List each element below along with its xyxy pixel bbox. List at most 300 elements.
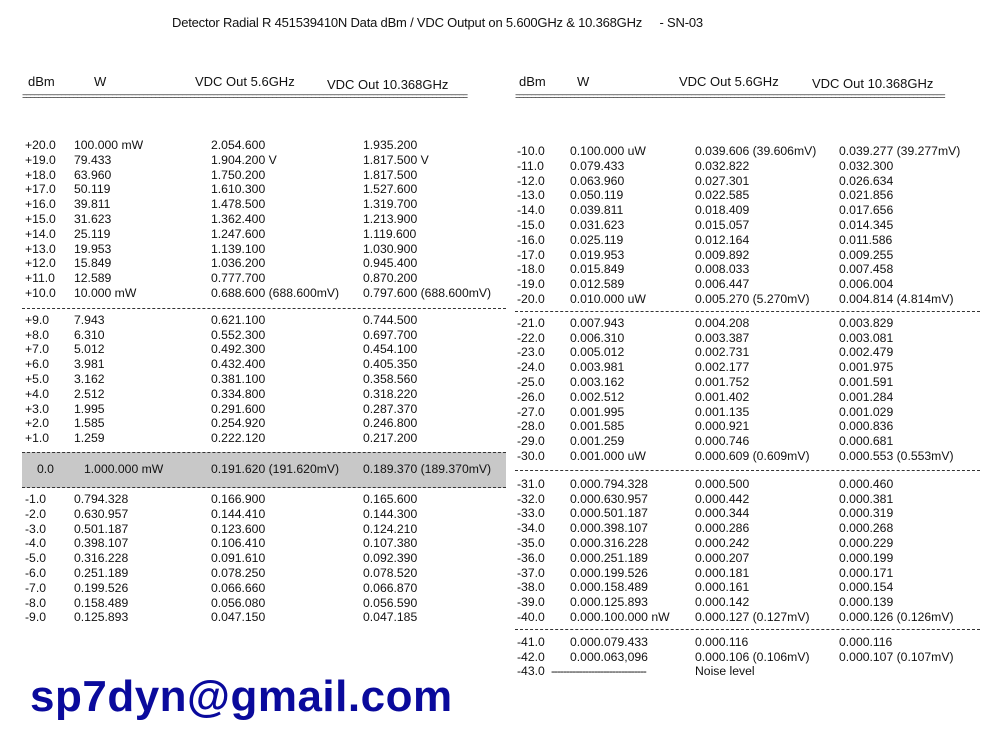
cell-vdc-10-368: 0.246.800	[363, 416, 418, 431]
cell-dbm: -18.0	[517, 262, 545, 277]
cell-vdc-10-368: 0.047.185	[363, 610, 418, 625]
table-row	[515, 292, 980, 307]
cell-vdc-5-6: 0.000.500	[695, 476, 750, 491]
table-row	[515, 360, 980, 375]
table-row	[22, 182, 506, 197]
cell-w: 0.019.953	[570, 247, 625, 262]
table-row	[22, 286, 506, 301]
right-table	[515, 74, 980, 679]
cell-vdc-10-368: 0.014.345	[839, 217, 894, 232]
cell-dbm: -28.0	[517, 419, 545, 434]
table-row	[515, 566, 980, 581]
cell-w: 12.589	[74, 271, 112, 286]
cell-vdc-10-368: 0.144.300	[363, 506, 418, 521]
table-row	[515, 375, 980, 390]
cell-vdc-5-6: 0.106.410	[211, 536, 266, 551]
cell-dbm: -29.0	[517, 434, 545, 449]
table-row	[515, 536, 980, 551]
cell-dbm: +17.0	[25, 182, 56, 197]
cell-vdc-5-6: 0.015.057	[695, 217, 750, 232]
cell-w: 0.501.187	[74, 521, 129, 536]
cell-dbm: -21.0	[517, 315, 545, 330]
left-table	[22, 74, 506, 625]
cell-dbm: -40.0	[517, 609, 545, 624]
table-row	[515, 650, 980, 665]
table-row	[515, 159, 980, 174]
cell-vdc-5-6: 1.750.200	[211, 167, 266, 182]
cell-dbm: -38.0	[517, 580, 545, 595]
reference-row-0dbm	[22, 452, 506, 488]
cell-w: 0.000.398.107	[570, 521, 648, 536]
serial-number: - SN-03	[659, 15, 703, 30]
cell-w: 1.995	[74, 401, 105, 416]
cell-vdc-10-368: 0.744.500	[363, 312, 418, 327]
cell-vdc-10-368: 0.000.139	[839, 595, 894, 610]
cell-dbm: +8.0	[25, 327, 50, 342]
cell-vdc-10-368: 0.002.479	[839, 345, 894, 360]
cell-vdc-10-368: 0.001.591	[839, 374, 894, 389]
cell-dbm: -8.0	[25, 595, 47, 610]
cell-vdc-10-368: 1.319.700	[363, 197, 418, 212]
cell-dbm: -30.0	[517, 448, 545, 463]
cell-vdc-5-6: 0.166.900	[211, 491, 266, 506]
cell-w: 0.002.512	[570, 389, 625, 404]
cell-w: 5.012	[74, 342, 105, 357]
cell-vdc-10-368: 0.000.107 (0.107mV)	[839, 649, 954, 664]
cell-vdc-5-6: 0.091.610	[211, 551, 266, 566]
cell-dbm: -23.0	[517, 345, 545, 360]
cell-dbm: -14.0	[517, 203, 545, 218]
cell-w: 15.849	[74, 256, 112, 271]
cell-dbm: -27.0	[517, 404, 545, 419]
cell-dbm: -12.0	[517, 173, 545, 188]
cell-vdc-10-368: 0.021.856	[839, 188, 894, 203]
cell-vdc-5-6: 0.254.920	[211, 416, 266, 431]
table-row	[22, 387, 506, 402]
cell-vdc-10-368: 0.026.634	[839, 173, 894, 188]
cell-vdc-10-368: 0.107.380	[363, 536, 418, 551]
noise-label: Noise level	[695, 664, 755, 679]
cell-vdc-10-368: 0.000.460	[839, 476, 894, 491]
cell-vdc-10-368: 0.056.590	[363, 595, 418, 610]
cell-dbm: -4.0	[25, 536, 47, 551]
cell-dbm: -6.0	[25, 565, 47, 580]
table-row	[515, 551, 980, 566]
cell-w: 0.000.501.187	[570, 506, 648, 521]
header-dbm: dBm	[519, 74, 546, 89]
cell-dbm: -37.0	[517, 565, 545, 580]
cell-w: 2.512	[74, 386, 105, 401]
table-row	[515, 248, 980, 263]
noise-dashes: -------------------------------	[551, 664, 646, 679]
cell-vdc-10-368: 0.078.520	[363, 565, 418, 580]
cell-w: 0.039.811	[570, 203, 624, 218]
cell-vdc-5-6: 0.000.286	[695, 521, 750, 536]
table-row	[515, 610, 980, 625]
cell-w: 50.119	[74, 182, 111, 197]
cell-w: 0.000.158.489	[570, 580, 648, 595]
table-row	[22, 197, 506, 212]
cell-vdc-10-368: 1.527.600	[363, 182, 418, 197]
cell-vdc-10-368: 0.000.681	[839, 434, 894, 449]
right-table-header	[515, 74, 980, 90]
cell-w: 0.000.316.228	[570, 535, 648, 550]
cell-vdc-5-6: 0.022.585	[695, 188, 750, 203]
cell-vdc-5-6: 0.123.600	[211, 521, 266, 536]
cell-vdc-5-6: 0.001.752	[695, 374, 750, 389]
table-row	[22, 610, 506, 625]
table-row	[22, 328, 506, 343]
cell-w: 7.943	[74, 312, 105, 327]
cell-vdc-10-368: 1.213.900	[363, 211, 418, 226]
cell-w: 0.158.489	[74, 595, 129, 610]
table-row	[22, 431, 506, 446]
cell-vdc-5-6: 0.222.120	[211, 431, 266, 446]
cell-w: 0.025.119	[570, 232, 624, 247]
title-text: Detector Radial R 451539410N Data dBm / VDC Output on 5.600GHz & 10.368GHz	[172, 15, 643, 30]
cell-vdc-5-6: 1.247.600	[211, 226, 266, 241]
cell-vdc-10-368: 0.358.560	[363, 371, 418, 386]
header-double-rule: ==============================================================================================================	[515, 92, 945, 102]
cell-vdc-10-368: 0.009.255	[839, 247, 894, 262]
cell-w: 0.199.526	[74, 580, 129, 595]
table-row	[22, 566, 506, 581]
cell-vdc-10-368: 0.000.154	[839, 580, 894, 595]
table-row	[515, 262, 980, 277]
cell-w: 0.000.794.328	[570, 476, 648, 491]
cell-vdc-5-6: 0.056.080	[211, 595, 266, 610]
cell-dbm: +9.0	[25, 312, 50, 327]
cell-vdc-10-368: 0.797.600 (688.600mV)	[363, 285, 492, 300]
table-row	[22, 153, 506, 168]
cell-vdc-10-368: 0.189.370 (189.370mV)	[363, 461, 492, 476]
cell-vdc-10-368: 0.039.277 (39.277mV)	[839, 144, 961, 158]
cell-vdc-5-6: 1.904.200 V	[211, 152, 277, 167]
cell-dbm: -10.0	[517, 144, 545, 158]
cell-vdc-5-6: 0.492.300	[211, 342, 266, 357]
cell-vdc-5-6: 0.000.116	[695, 634, 749, 649]
cell-dbm: -7.0	[25, 580, 47, 595]
cell-dbm: -19.0	[517, 277, 545, 292]
table-row	[22, 416, 506, 431]
header-dbm: dBm	[28, 74, 55, 89]
cell-dbm: +5.0	[25, 371, 50, 386]
header-w: W	[577, 74, 590, 89]
table-row	[22, 581, 506, 596]
cell-vdc-5-6: 0.000.746	[695, 434, 750, 449]
cell-w: 0.000.079.433	[570, 634, 648, 649]
table-row	[515, 405, 980, 420]
cell-w: 1.000.000 mW	[84, 461, 164, 476]
cell-dbm: +12.0	[25, 256, 56, 271]
table-row	[22, 168, 506, 183]
table-row	[22, 212, 506, 227]
cell-w: 31.623	[74, 211, 112, 226]
table-row	[515, 595, 980, 610]
table-row	[22, 492, 506, 507]
cell-vdc-5-6: 0.039.606 (39.606mV)	[695, 144, 817, 158]
cell-dbm: +16.0	[25, 197, 56, 212]
left-group-minus1-to-minus9	[22, 492, 506, 625]
cell-vdc-10-368: 0.000.268	[839, 521, 894, 536]
left-table-header	[22, 74, 506, 90]
cell-vdc-5-6: 0.000.344	[695, 506, 750, 521]
table-row	[515, 316, 980, 331]
right-group-minus21-to-minus30	[515, 316, 980, 464]
cell-w: 1.585	[74, 416, 105, 431]
cell-w: 0.316.228	[74, 551, 129, 566]
noise-level-row	[515, 664, 980, 679]
cell-dbm: -1.0	[25, 491, 47, 506]
cell-vdc-5-6: 0.000.242	[695, 535, 750, 550]
cell-vdc-5-6: 0.000.181	[695, 565, 750, 580]
cell-vdc-10-368: 0.001.975	[839, 360, 894, 375]
cell-dbm: -41.0	[517, 634, 545, 649]
cell-vdc-10-368: 0.165.600	[363, 491, 418, 506]
cell-dbm: -9.0	[25, 610, 47, 625]
cell-vdc-5-6: 0.000.921	[695, 419, 750, 434]
cell-dbm: -13.0	[517, 188, 545, 203]
table-row	[22, 522, 506, 537]
cell-vdc-5-6: 0.047.150	[211, 610, 266, 625]
cell-vdc-10-368: 0.011.586	[839, 232, 893, 247]
cell-w: 0.010.000 uW	[570, 291, 646, 306]
cell-w: 0.012.589	[570, 277, 625, 292]
cell-dbm: -33.0	[517, 506, 545, 521]
cell-vdc-10-368: 0.217.200	[363, 431, 418, 446]
cell-vdc-10-368: 0.405.350	[363, 357, 418, 372]
cell-dbm: -31.0	[517, 476, 545, 491]
cell-vdc-5-6: 1.478.500	[211, 197, 266, 212]
cell-vdc-5-6: 0.027.301	[695, 173, 750, 188]
cell-vdc-10-368: 1.119.600	[363, 226, 417, 241]
cell-w: 0.015.849	[570, 262, 625, 277]
cell-vdc-10-368: 0.003.081	[839, 330, 894, 345]
cell-vdc-5-6: 0.777.700	[211, 271, 266, 286]
header-vdc-5-6: VDC Out 5.6GHz	[679, 74, 779, 89]
table-row	[515, 390, 980, 405]
cell-vdc-5-6: 1.139.100	[211, 241, 266, 256]
table-row	[22, 462, 506, 477]
cell-vdc-10-368: 0.001.284	[839, 389, 894, 404]
cell-w: 0.398.107	[74, 536, 129, 551]
cell-dbm: +19.0	[25, 152, 56, 167]
noise-dbm: -43.0	[517, 664, 545, 679]
cell-w: 0.000.063,096	[570, 649, 648, 664]
table-row	[515, 345, 980, 360]
cell-vdc-5-6: 0.001.402	[695, 389, 750, 404]
cell-w: 79.433	[74, 152, 112, 167]
cell-vdc-5-6: 0.018.409	[695, 203, 750, 218]
cell-w: 0.000.100.000 nW	[570, 609, 670, 624]
cell-dbm: +13.0	[25, 241, 56, 256]
cell-vdc-5-6: 0.002.177	[695, 360, 750, 375]
cell-vdc-5-6: 0.003.387	[695, 330, 750, 345]
cell-vdc-10-368: 0.000.553 (0.553mV)	[839, 448, 954, 463]
cell-dbm: +15.0	[25, 211, 56, 226]
header-vdc-10-368: VDC Out 10.368GHz	[327, 77, 449, 92]
table-row	[22, 596, 506, 611]
cell-vdc-5-6: 0.066.660	[211, 580, 266, 595]
cell-vdc-10-368: 1.817.500 V	[363, 152, 429, 167]
cell-w: 0.000.251.189	[570, 550, 648, 565]
cell-vdc-10-368: 0.945.400	[363, 256, 418, 271]
cell-w: 0.630.957	[74, 506, 129, 521]
cell-w: 19.953	[74, 241, 112, 256]
cell-vdc-10-368: 0.092.390	[363, 551, 418, 566]
cell-dbm: -5.0	[25, 551, 47, 566]
cell-w: 0.100.000 uW	[570, 144, 646, 158]
cell-w: 0.031.623	[570, 217, 625, 232]
cell-w: 0.079.433	[570, 158, 625, 173]
cell-vdc-5-6: 0.004.208	[695, 315, 750, 330]
cell-dbm: 0.0	[37, 461, 54, 476]
cell-dbm: -22.0	[517, 330, 545, 345]
cell-dbm: -34.0	[517, 521, 545, 536]
cell-w: 3.162	[74, 371, 105, 386]
cell-w: 0.006.310	[570, 330, 625, 345]
cell-vdc-5-6: 0.001.135	[695, 404, 750, 419]
table-row	[515, 203, 980, 218]
cell-w: 3.981	[74, 357, 105, 372]
cell-dbm: +3.0	[25, 401, 50, 416]
table-row	[22, 227, 506, 242]
table-row	[515, 521, 980, 536]
cell-vdc-10-368: 0.004.814 (4.814mV)	[839, 291, 954, 306]
cell-dbm: -17.0	[517, 247, 545, 262]
cell-dbm: +11.0	[25, 271, 55, 286]
cell-dbm: +10.0	[25, 285, 56, 300]
table-row	[22, 256, 506, 271]
cell-vdc-10-368: 0.000.319	[839, 506, 894, 521]
cell-vdc-10-368: 0.000.126 (0.126mV)	[839, 609, 954, 624]
left-group-plus20-to-plus10	[22, 138, 506, 301]
cell-vdc-10-368: 0.066.870	[363, 580, 418, 595]
table-row	[515, 331, 980, 346]
cell-vdc-5-6: 1.036.200	[211, 256, 266, 271]
cell-dbm: +20.0	[25, 138, 56, 152]
cell-vdc-10-368: 0.000.116	[839, 634, 893, 649]
cell-w: 100.000 mW	[74, 138, 144, 152]
cell-dbm: -26.0	[517, 389, 545, 404]
cell-vdc-5-6: 0.000.161	[695, 580, 750, 595]
cell-dbm: -3.0	[25, 521, 47, 536]
cell-vdc-5-6: 0.000.142	[695, 595, 750, 610]
table-row	[22, 313, 506, 328]
cell-vdc-10-368: 0.001.029	[839, 404, 894, 419]
cell-w: 0.007.943	[570, 315, 625, 330]
header-double-rule: ==================================================================================================================	[22, 92, 467, 102]
cell-vdc-5-6: 0.688.600 (688.600mV)	[211, 285, 340, 300]
table-row	[22, 342, 506, 357]
cell-vdc-10-368: 0.006.004	[839, 277, 894, 292]
cell-vdc-5-6: 0.000.609 (0.609mV)	[695, 448, 810, 463]
cell-vdc-5-6: 0.334.800	[211, 386, 266, 401]
header-vdc-5-6: VDC Out 5.6GHz	[195, 74, 295, 89]
cell-vdc-10-368: 0.287.370	[363, 401, 418, 416]
cell-vdc-5-6: 0.621.100	[211, 312, 266, 327]
cell-dbm: -2.0	[25, 506, 47, 521]
cell-vdc-5-6: 0.078.250	[211, 565, 266, 580]
cell-vdc-5-6: 0.006.447	[695, 277, 750, 292]
cell-w: 0.001.000 uW	[570, 448, 646, 463]
table-row	[515, 477, 980, 492]
cell-vdc-5-6: 1.610.300	[211, 182, 266, 197]
cell-dbm: +7.0	[25, 342, 50, 357]
cell-dbm: -39.0	[517, 595, 545, 610]
cell-vdc-5-6: 0.000.127 (0.127mV)	[695, 609, 810, 624]
cell-dbm: -36.0	[517, 550, 545, 565]
cell-dbm: -32.0	[517, 491, 545, 506]
table-row	[22, 242, 506, 257]
cell-vdc-5-6: 0.012.164	[695, 232, 750, 247]
cell-w: 0.125.893	[74, 610, 129, 625]
cell-vdc-10-368: 0.000.229	[839, 535, 894, 550]
cell-vdc-5-6: 0.191.620 (191.620mV)	[211, 461, 340, 476]
cell-dbm: +18.0	[25, 167, 56, 182]
cell-w: 0.251.189	[74, 565, 129, 580]
table-row	[22, 138, 506, 153]
cell-dbm: +4.0	[25, 386, 50, 401]
table-row	[515, 233, 980, 248]
cell-dbm: +1.0	[25, 431, 50, 446]
cell-vdc-5-6: 0.005.270 (5.270mV)	[695, 291, 810, 306]
table-row	[515, 506, 980, 521]
cell-vdc-5-6: 0.291.600	[211, 401, 266, 416]
cell-vdc-5-6: 0.381.100	[211, 371, 266, 386]
table-row	[515, 580, 980, 595]
table-row	[515, 277, 980, 292]
cell-dbm: -20.0	[517, 291, 545, 306]
table-row	[515, 635, 980, 650]
table-row	[22, 507, 506, 522]
cell-dbm: +2.0	[25, 416, 50, 431]
cell-w: 0.005.012	[570, 345, 625, 360]
cell-vdc-10-368: 0.454.100	[363, 342, 418, 357]
table-row	[22, 551, 506, 566]
table-row	[22, 402, 506, 417]
cell-dbm: -15.0	[517, 217, 545, 232]
cell-w: 0.000.199.526	[570, 565, 648, 580]
cell-vdc-5-6: 0.000.106 (0.106mV)	[695, 649, 810, 664]
cell-w: 39.811	[74, 197, 111, 212]
cell-vdc-5-6: 0.008.033	[695, 262, 750, 277]
cell-w: 0.003.162	[570, 374, 625, 389]
cell-w: 0.000.630.957	[570, 491, 648, 506]
cell-vdc-10-368: 0.124.210	[363, 521, 418, 536]
cell-vdc-5-6: 0.032.822	[695, 158, 750, 173]
cell-vdc-10-368: 0.000.381	[839, 491, 894, 506]
author-email: sp7dyn@gmail.com	[30, 672, 453, 721]
table-row	[515, 218, 980, 233]
cell-vdc-5-6: 0.000.442	[695, 491, 750, 506]
cell-vdc-10-368: 0.032.300	[839, 158, 894, 173]
cell-vdc-10-368: 0.000.171	[839, 565, 894, 580]
table-row	[515, 174, 980, 189]
cell-w: 0.050.119	[570, 188, 624, 203]
table-row	[515, 188, 980, 203]
cell-vdc-5-6: 0.002.731	[695, 345, 750, 360]
cell-dbm: -42.0	[517, 649, 545, 664]
cell-w: 63.960	[74, 167, 112, 182]
table-row	[515, 144, 980, 159]
cell-w: 0.000.125.893	[570, 595, 648, 610]
cell-vdc-10-368: 0.870.200	[363, 271, 418, 286]
cell-vdc-10-368: 0.000.836	[839, 419, 894, 434]
cell-vdc-5-6: 0.432.400	[211, 357, 266, 372]
cell-vdc-5-6: 2.054.600	[211, 138, 266, 152]
cell-w: 0.001.259	[570, 434, 625, 449]
